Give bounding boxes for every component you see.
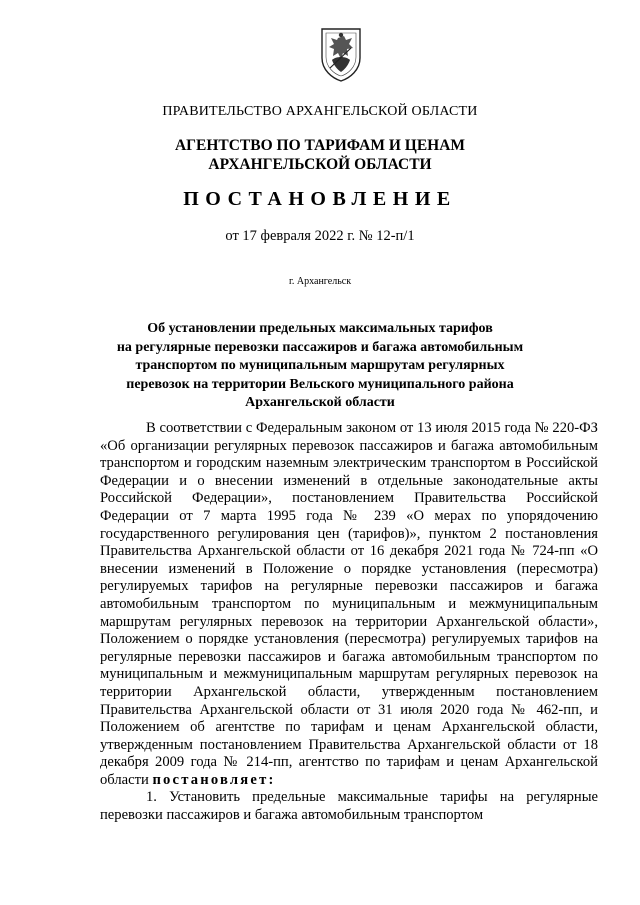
decree-word: постановляет: [152,771,276,788]
title-line1: Об установлении предельных максимальных тарифов [147,321,493,336]
title-line4: перевозок на территории Вельского муниципального района [126,376,514,392]
agency-name-line2: АРХАНГЕЛЬСКОЙ ОБЛАСТИ [208,156,432,173]
government-name: ПРАВИТЕЛЬСТВО АРХАНГЕЛЬСКОЙ ОБЛАСТИ [162,104,478,119]
arkhangelsk-coat-of-arms-icon [318,26,364,82]
document-type: ПОСТАНОВЛЕНИЕ [183,188,457,210]
document-title [0,320,640,413]
item-1-paragraph: 1. Установить предельные максимальные тарифы на регулярные перевозки пассажиров и багажа автомобильным транспортом [100,789,598,824]
document-city: г. Архангельск [288,276,352,287]
document-body [100,420,598,825]
preamble-paragraph [100,420,598,789]
document-date-number: от 17 февраля 2022 г. № 12-п/1 [225,228,415,244]
title-line5: Архангельской области [245,395,395,410]
agency-name [0,136,640,174]
title-line3: транспортом по муниципальным маршрутам регулярных [135,358,505,373]
preamble-text: В соответствии с Федеральным законом от 13 июля 2015 года № 220-ФЗ «Об организации регулярных перевозок пассажиров и багажа автомобильным транспортом и городским наземным электрическим транспортом в Российской Федерации и о внесении изменений в отдельные законодательные акты Российской Федерации», постановлением Правительства Российской Федерации от 7 марта 1995 года № 239 «О мерах по упорядочению государственного регулирования цен (тарифов)», пунктом 2 постановления Правительства Архангельской области от 16 декабря 2021 года № 724-пп «О внесении изменений в Положение о порядке установления (пересмотра) регулируемых тарифов на регулярные перевозки пассажиров и багажа автомобильным транспортом по муниципальным и межмуниципальным маршрутам регулярных перевозок на территории Архангельской области», Положением о порядке установления (пересмотра) регулируемых тарифов на регулярные перевозки пассажиров и багажа автомобильным транспортом по муниципальным и межмуниципальным маршрутам регулярных перевозок на территории Архангельской области, утвержденным постановлением Правительства Архангельской области от 31 июля 2020 года № 462-пп, и Положением об агентстве по тарифам и ценам Архангельской области, утвержденным постановлением Правительства Архангельской области от 18 декабря 2009 года № 214-пп, агентство по тарифам и ценам Архангельской области [100,420,598,788]
title-line2: на регулярные перевозки пассажиров и багажа автомобильным [116,339,524,355]
agency-name-line1: АГЕНТСТВО ПО ТАРИФАМ И ЦЕНАМ [174,137,466,154]
